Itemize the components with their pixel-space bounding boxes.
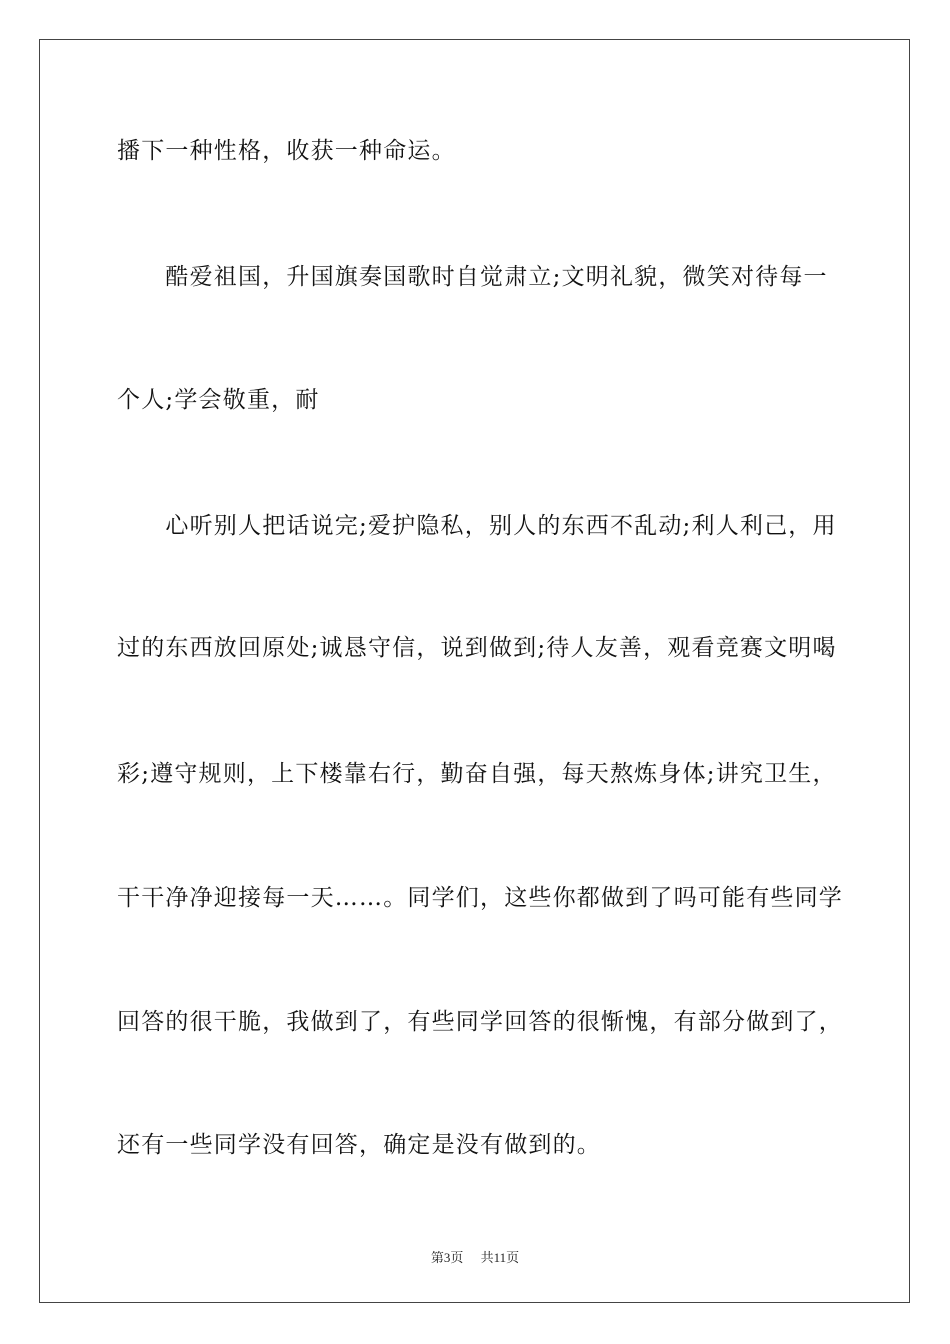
text-line: 个人;学会敬重，耐 [117,387,320,413]
text-line: 心听别人把话说完;爱护隐私，别人的东西不乱动;利人利己，用 [117,513,837,539]
page-frame [39,39,910,1303]
text-line: 干干净净迎接每一天……。同学们，这些你都做到了吗可能有些同学 [117,885,843,911]
text-line: 酷爱祖国，升国旗奏国歌时自觉肃立;文明礼貌，微笑对待每一 [117,264,828,290]
text-line: 过的东西放回原处;诚恳守信，说到做到;待人友善，观看竞赛文明喝 [117,635,837,661]
text-line: 彩;遵守规则，上下楼靠右行，勤奋自强，每天熬炼身体;讲究卫生， [117,761,837,787]
page-number: 第3页 [430,1250,464,1265]
text-line: 回答的很干脆，我做到了，有些同学回答的很惭愧，有部分做到了， [117,1009,843,1035]
total-pages: 共11页 [480,1250,520,1265]
text-line: 播下一种性格，收获一种命运。 [117,138,456,164]
page-footer [0,1247,950,1266]
text-line: 还有一些同学没有回答，确定是没有做到的。 [117,1132,601,1158]
